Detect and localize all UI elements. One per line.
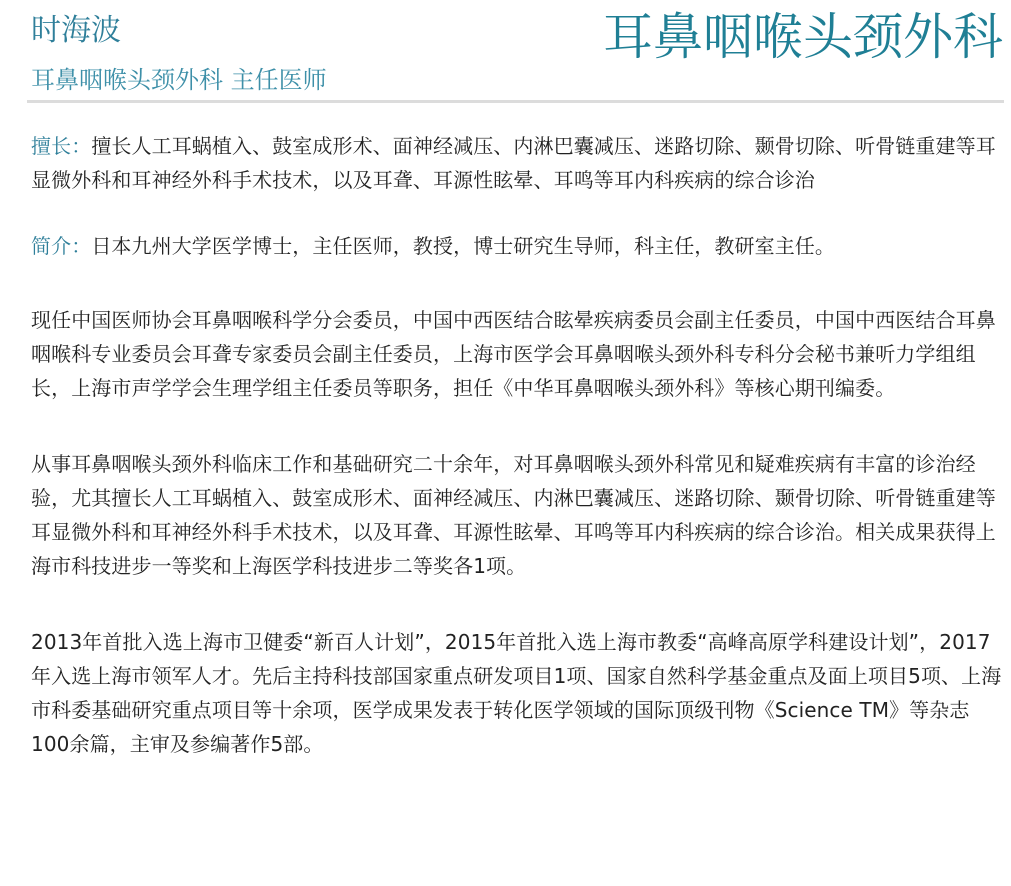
expertise-section	[31, 129, 1007, 197]
intro-text: 日本九州大学医学博士，主任医师，教授，博士研究生导师，科主任，教研室主任。	[91, 234, 836, 258]
intro-section	[31, 229, 1007, 263]
bio-paragraph-positions: 现任中国医师协会耳鼻咽喉科学分会委员，中国中西医结合眩晕疾病委员会副主任委员，中国中西医结合耳鼻咽喉科专业委员会耳聋专家委员会副主任委员，上海市医学会耳鼻咽喉头颈外科专科分会秘书兼听力学组组长，上海市声学学会生理学组主任委员等职务，担任《中华耳鼻咽喉头颈外科》等核心期刊编委。	[31, 308, 996, 400]
bio-paragraph-clinical: 从事耳鼻咽喉头颈外科临床工作和基础研究二十余年，对耳鼻咽喉头颈外科常见和疑难疾病有丰富的诊治经验，尤其擅长人工耳蜗植入、鼓室成形术、面神经减压、内淋巴囊减压、迷路切除、颞骨切除、听骨链重建等耳显微外科和耳神经外科手术技术，以及耳聋、耳源性眩晕、耳鸣等耳内科疾病的综合诊治。相关成果获得上海市科技进步一等奖和上海医学科技进步二等奖各1项。	[31, 452, 996, 578]
expertise-text: 擅长人工耳蜗植入、鼓室成形术、面神经减压、内淋巴囊减压、迷路切除、颞骨切除、听骨链重建等耳显微外科和耳神经外科手术技术，以及耳聋、耳源性眩晕、耳鸣等耳内科疾病的综合诊治	[31, 134, 996, 192]
doctor-name: 时海波	[31, 13, 121, 48]
section-spacer	[31, 197, 1007, 229]
section-spacer	[31, 583, 1007, 625]
profile-content	[31, 129, 1007, 761]
intro-label: 简介：	[31, 234, 92, 258]
doctor-title: 耳鼻咽喉头颈外科 主任医师	[31, 66, 327, 94]
bio-paragraph-honors: 2013年首批入选上海市卫健委“新百人计划”，2015年首批入选上海市教委“高峰高原学科建设计划”，2017年入选上海市领军人才。先后主持科技部国家重点研发项目1项、国家自然科学基金重点及面上项目5项、上海市科委基础研究重点项目等十余项，医学成果发表于转化医学领域的国际顶级刊物《Science TM》等杂志100余篇，主审及参编著作5部。	[31, 630, 1002, 756]
section-spacer	[31, 263, 1007, 303]
expertise-label: 擅长：	[31, 134, 92, 158]
section-spacer	[31, 405, 1007, 447]
header-divider	[27, 100, 1004, 103]
profile-header	[0, 0, 1011, 104]
department-banner: 耳鼻咽喉头颈外科	[603, 8, 1003, 66]
